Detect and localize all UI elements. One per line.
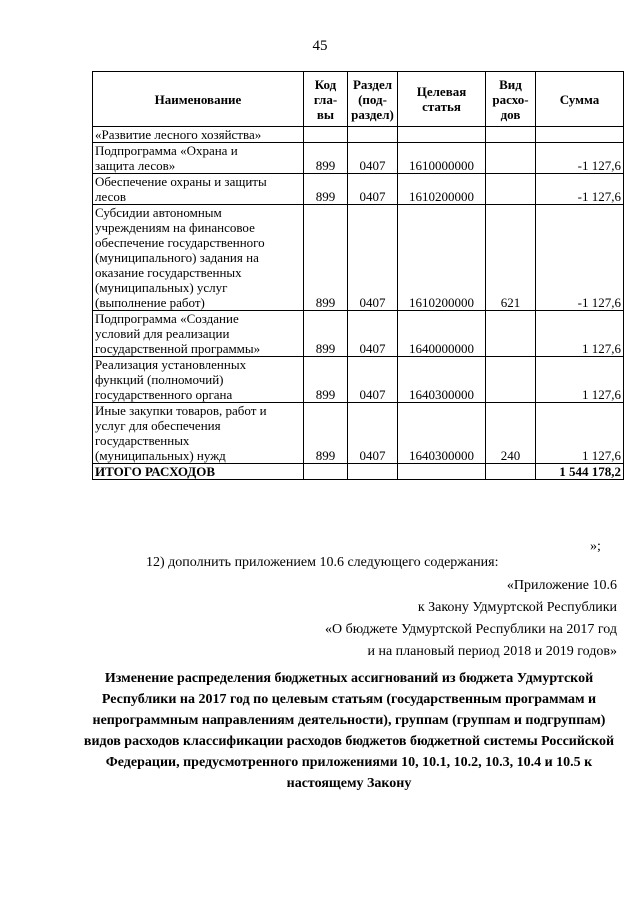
header-section: Раздел (под- раздел) bbox=[348, 72, 398, 127]
table-row bbox=[93, 311, 624, 357]
table-row bbox=[93, 357, 624, 403]
row-code: 899 bbox=[304, 143, 348, 174]
row-code bbox=[304, 127, 348, 143]
row-sum: -1 127,6 bbox=[536, 143, 624, 174]
total-empty-code bbox=[304, 464, 348, 480]
row-target: 1640300000 bbox=[398, 357, 486, 403]
row-section: 0407 bbox=[348, 357, 398, 403]
table-header-row bbox=[93, 72, 624, 127]
header-kind: Вид расхо- дов bbox=[486, 72, 536, 127]
appendix-line-1: «Приложение 10.6 bbox=[506, 578, 617, 593]
total-empty-kind bbox=[486, 464, 536, 480]
row-name: Иные закупки товаров, работ и услуг для обеспечения государственных (муниципальных) нужд bbox=[93, 403, 304, 464]
row-target: 1610200000 bbox=[398, 205, 486, 311]
row-code: 899 bbox=[304, 311, 348, 357]
row-section: 0407 bbox=[348, 205, 398, 311]
document-heading: Изменение распределения бюджетных ассигнований из бюджета Удмуртской Республики на 2017 год по целевым статьям (государственным программам и непрограммным направлениям деятельности), группам (группам и подгруппам) видов расходов классификации расходов бюджетов бюджетной системы Российской Федерации, предусмотренного приложениями 10, 10.1, 10.2, 10.3, 10.4 и 10.5 к настоящему Закону bbox=[83, 671, 615, 791]
total-sum: 1 544 178,2 bbox=[536, 464, 624, 480]
table-row bbox=[93, 205, 624, 311]
row-kind bbox=[486, 311, 536, 357]
row-kind bbox=[486, 127, 536, 143]
header-sum: Сумма bbox=[536, 72, 624, 127]
row-kind bbox=[486, 174, 536, 205]
row-name: Подпрограмма «Создание условий для реализации государственной программы» bbox=[93, 311, 304, 357]
closing-quote: »; bbox=[590, 539, 601, 554]
row-target: 1610000000 bbox=[398, 143, 486, 174]
header-name: Наименование bbox=[93, 72, 304, 127]
row-sum: 1 127,6 bbox=[536, 311, 624, 357]
appendix-line-4: и на плановый период 2018 и 2019 годов» bbox=[367, 644, 617, 659]
row-section bbox=[348, 127, 398, 143]
table-row bbox=[93, 143, 624, 174]
row-target bbox=[398, 127, 486, 143]
appendix-line-2: к Закону Удмуртской Республики bbox=[417, 600, 617, 615]
total-row bbox=[93, 464, 624, 480]
row-sum: -1 127,6 bbox=[536, 174, 624, 205]
appendix-line-3: «О бюджете Удмуртской Республики на 2017 год bbox=[324, 622, 617, 637]
row-name: Подпрограмма «Охрана и защита лесов» bbox=[93, 143, 304, 174]
row-sum bbox=[536, 127, 624, 143]
budget-table bbox=[92, 71, 624, 480]
table-row bbox=[93, 127, 624, 143]
row-target: 1640000000 bbox=[398, 311, 486, 357]
row-name: Реализация установленных функций (полномочий) государственного органа bbox=[93, 357, 304, 403]
header-target: Целевая статья bbox=[398, 72, 486, 127]
total-empty-section bbox=[348, 464, 398, 480]
header-code: Код гла- вы bbox=[304, 72, 348, 127]
table-row bbox=[93, 174, 624, 205]
row-code: 899 bbox=[304, 205, 348, 311]
row-sum: 1 127,6 bbox=[536, 357, 624, 403]
row-target: 1610200000 bbox=[398, 174, 486, 205]
page-number: 45 bbox=[312, 38, 328, 54]
row-name: «Развитие лесного хозяйства» bbox=[93, 127, 304, 143]
row-target: 1640300000 bbox=[398, 403, 486, 464]
row-kind bbox=[486, 357, 536, 403]
row-code: 899 bbox=[304, 403, 348, 464]
row-sum: -1 127,6 bbox=[536, 205, 624, 311]
total-label: ИТОГО РАСХОДОВ bbox=[93, 464, 304, 480]
row-kind bbox=[486, 143, 536, 174]
row-name: Обеспечение охраны и защиты лесов bbox=[93, 174, 304, 205]
row-section: 0407 bbox=[348, 311, 398, 357]
row-sum: 1 127,6 bbox=[536, 403, 624, 464]
row-section: 0407 bbox=[348, 403, 398, 464]
row-code: 899 bbox=[304, 174, 348, 205]
total-empty-target bbox=[398, 464, 486, 480]
table-row bbox=[93, 403, 624, 464]
row-kind: 240 bbox=[486, 403, 536, 464]
row-section: 0407 bbox=[348, 174, 398, 205]
amendment-instruction: 12) дополнить приложением 10.6 следующего содержания: bbox=[146, 555, 499, 570]
row-code: 899 bbox=[304, 357, 348, 403]
row-kind: 621 bbox=[486, 205, 536, 311]
row-section: 0407 bbox=[348, 143, 398, 174]
row-name: Субсидии автономным учреждениям на финансовое обеспечение государственного (муниципального) задания на оказание государственных (муниципальных) услуг (выполнение работ) bbox=[93, 205, 304, 311]
